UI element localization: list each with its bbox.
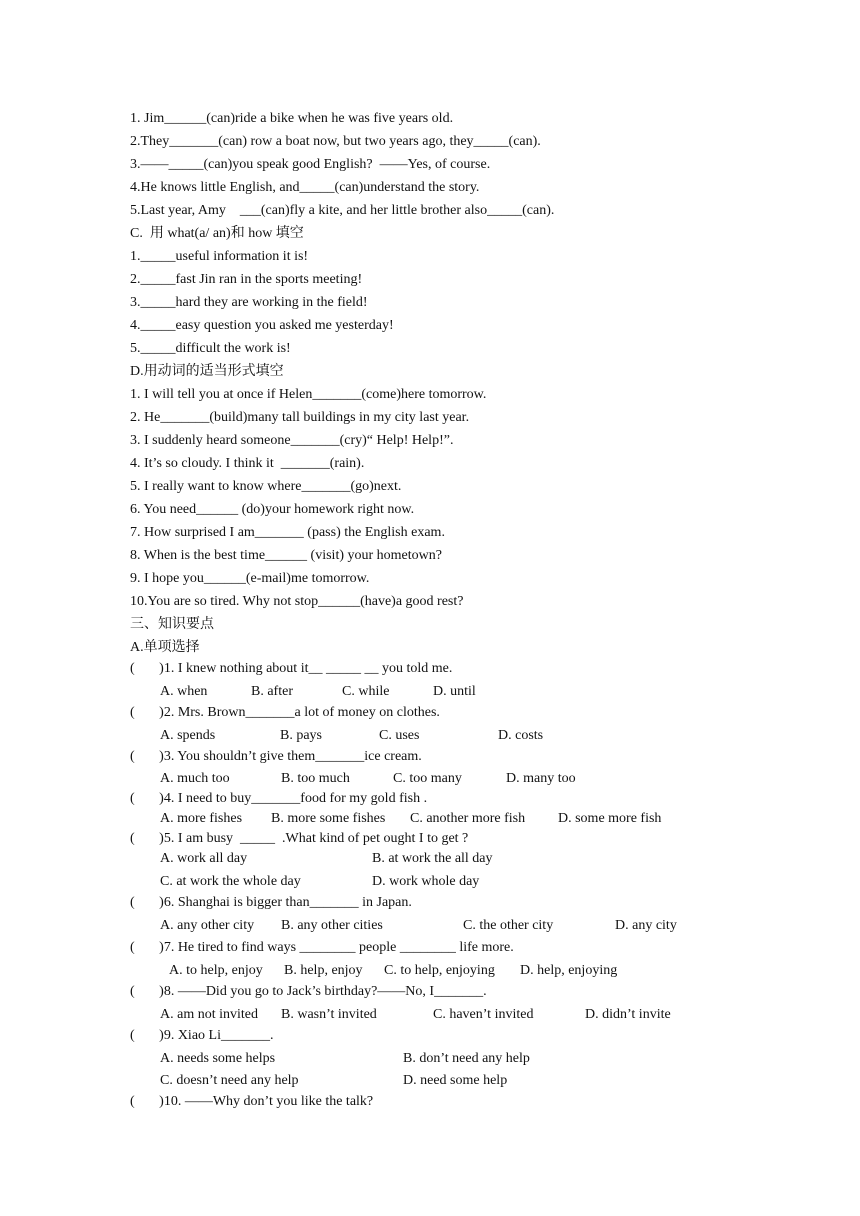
section-d-item: 1. I will tell you at once if Helen_______(come)here tomorrow. — [130, 387, 487, 402]
section-c-item: 5._____difficult the work is! — [130, 341, 291, 356]
mc-options — [130, 769, 820, 789]
mc-option: C. to help, enjoying — [384, 963, 495, 978]
mc-option: B. at work the all day — [372, 851, 493, 866]
mc-option: B. too much — [281, 771, 350, 786]
section-c-item: 4._____easy question you asked me yesterday! — [130, 318, 394, 333]
mc-option: C. haven’t invited — [433, 1007, 534, 1022]
mc-options — [130, 849, 820, 872]
section-d-item: 6. You need______ (do)your homework right now. — [130, 502, 415, 517]
section-d-item: 9. I hope you______(e-mail)me tomorrow. — [130, 571, 370, 586]
section-c-heading: C. 用 what(a/ an)和 how 填空 — [130, 226, 304, 241]
section-b-item: 5.Last year, Amy ___(can)fly a kite, and her little brother also_____(can). — [130, 203, 555, 218]
mc-question-stem: ( )7. He tired to find ways ________ people ________ life more. — [130, 940, 514, 955]
mc-options — [130, 915, 820, 938]
mc-option: A. when — [160, 684, 208, 699]
mc-option: D. help, enjoying — [520, 963, 618, 978]
mc-option: C. too many — [393, 771, 462, 786]
section-c-item: 3._____hard they are working in the field! — [130, 295, 368, 310]
mc-option: B. after — [251, 684, 293, 699]
mc-option: A. needs some helps — [160, 1051, 276, 1066]
mc-question-stem: ( )3. You shouldn’t give them_______ice cream. — [130, 749, 422, 764]
mc-question-stem: ( )4. I need to buy_______food for my gold fish . — [130, 791, 428, 806]
mc-option: A. am not invited — [160, 1007, 258, 1022]
mc-options — [130, 1070, 820, 1092]
mc-option: B. wasn’t invited — [281, 1007, 377, 1022]
mc-option: C. while — [342, 684, 390, 699]
mc-option: C. another more fish — [410, 811, 526, 826]
mc-question-stem: ( )5. I am busy _____ .What kind of pet ought I to get ? — [130, 831, 469, 846]
mc-option: D. costs — [498, 728, 544, 743]
section-c-item: 1._____useful information it is! — [130, 249, 309, 264]
mc-question-stem: ( )8. ——Did you go to Jack’s birthday?——No, I_______. — [130, 984, 487, 999]
section-b-item: 1. Jim______(can)ride a bike when he was five years old. — [130, 111, 454, 126]
mc-option: D. any city — [615, 918, 677, 933]
mc-question-stem: ( )1. I knew nothing about it__ _____ __ you told me. — [130, 661, 453, 676]
section-b-item: 2.They_______(can) row a boat now, but two years ago, they_____(can). — [130, 134, 541, 149]
mc-question-stem: ( )6. Shanghai is bigger than_______ in Japan. — [130, 895, 412, 910]
mc-options — [130, 681, 820, 703]
mc-options — [130, 1004, 820, 1026]
section-3-subheading: A.单项选择 — [130, 640, 200, 655]
mc-options — [130, 809, 820, 829]
section-3-heading: 三、知识要点 — [130, 617, 214, 632]
mc-option: D. work whole day — [372, 874, 480, 889]
mc-options — [130, 725, 820, 747]
mc-option: C. at work the whole day — [160, 874, 301, 889]
mc-options — [130, 960, 820, 982]
mc-option: B. don’t need any help — [403, 1051, 530, 1066]
mc-option: D. many too — [506, 771, 576, 786]
section-b-item: 4.He knows little English, and_____(can)understand the story. — [130, 180, 480, 195]
worksheet-content — [130, 107, 820, 1114]
section-d-heading: D.用动词的适当形式填空 — [130, 364, 284, 379]
section-d-item: 4. It’s so cloudy. I think it _______(rain). — [130, 456, 365, 471]
mc-option: A. any other city — [160, 918, 255, 933]
mc-options — [130, 872, 820, 893]
mc-option: C. the other city — [463, 918, 554, 933]
mc-option: A. work all day — [160, 851, 248, 866]
mc-option: D. need some help — [403, 1073, 508, 1088]
mc-option: B. any other cities — [281, 918, 383, 933]
mc-question-stem: ( )9. Xiao Li_______. — [130, 1028, 274, 1043]
mc-question-stem: ( )10. ——Why don’t you like the talk? — [130, 1094, 374, 1109]
section-d-item: 10.You are so tired. Why not stop______(have)a good rest? — [130, 594, 464, 609]
section-d-item: 5. I really want to know where_______(go)next. — [130, 479, 402, 494]
mc-option: A. to help, enjoy — [169, 963, 263, 978]
section-d-item: 7. How surprised I am_______ (pass) the English exam. — [130, 525, 445, 540]
mc-option: B. pays — [280, 728, 322, 743]
mc-option: B. more some fishes — [271, 811, 386, 826]
mc-option: C. doesn’t need any help — [160, 1073, 299, 1088]
section-c-item: 2._____fast Jin ran in the sports meeting! — [130, 272, 363, 287]
mc-option: A. much too — [160, 771, 230, 786]
mc-question-stem: ( )2. Mrs. Brown_______a lot of money on clothes. — [130, 705, 440, 720]
section-d-item: 3. I suddenly heard someone_______(cry)“ Help! Help!”. — [130, 433, 454, 448]
mc-option: A. more fishes — [160, 811, 243, 826]
section-d-item: 8. When is the best time______ (visit) your hometown? — [130, 548, 442, 563]
mc-option: A. spends — [160, 728, 216, 743]
mc-option: D. until — [433, 684, 476, 699]
mc-option: D. some more fish — [558, 811, 662, 826]
section-d-item: 2. He_______(build)many tall buildings in my city last year. — [130, 410, 470, 425]
mc-options — [130, 1048, 820, 1070]
mc-option: B. help, enjoy — [284, 963, 363, 978]
mc-option: D. didn’t invite — [585, 1007, 671, 1022]
mc-option: C. uses — [379, 728, 420, 743]
section-b-item: 3.——_____(can)you speak good English? ——Yes, of course. — [130, 157, 491, 172]
